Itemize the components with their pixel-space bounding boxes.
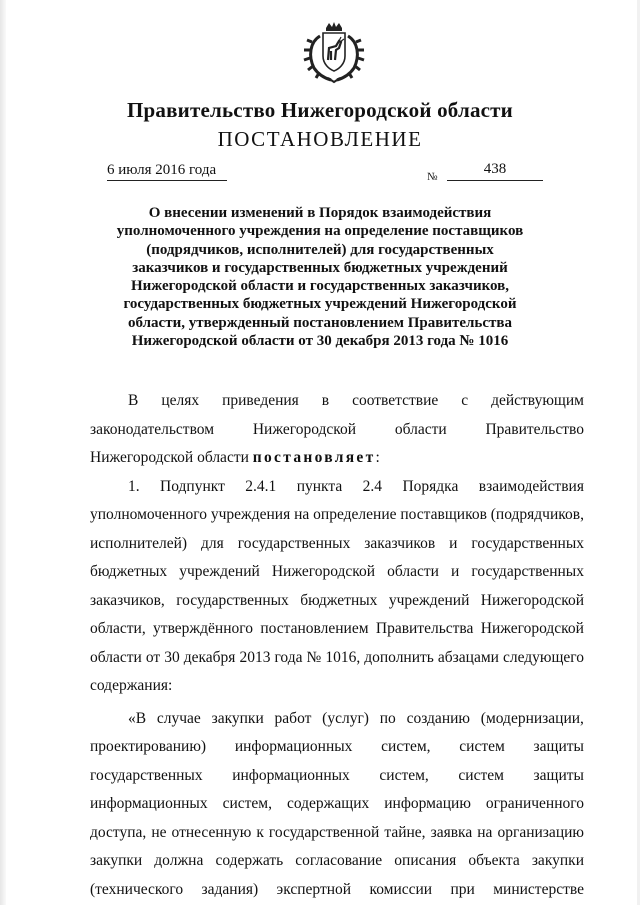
word: 1.	[128, 477, 140, 495]
word: (модернизации,	[480, 709, 584, 727]
word: Подпункт	[160, 477, 225, 495]
word: государственных	[176, 591, 289, 609]
quote-line	[90, 847, 584, 876]
word: соответствие	[352, 392, 439, 409]
word: информацию	[384, 795, 471, 812]
word: бюджетных	[90, 563, 168, 580]
word: пункта	[296, 477, 343, 495]
word: по	[379, 709, 396, 727]
quote-line	[90, 819, 584, 848]
word: поставщиков	[400, 506, 487, 523]
word: Нижегородской	[271, 563, 376, 580]
word: и	[449, 534, 458, 552]
quote-line	[90, 733, 584, 762]
word: защиты	[533, 766, 584, 784]
word: отнесенную	[171, 823, 252, 841]
document-date: 6 июля 2016 года	[107, 162, 227, 181]
word: согласование	[295, 852, 383, 869]
word: (технического	[90, 880, 184, 898]
word: систем,	[379, 766, 429, 784]
quote-line	[90, 762, 584, 791]
word: государственных	[237, 534, 351, 552]
heading-line: О внесении изменений в Порядок взаимодействия	[148, 205, 492, 221]
resolution-word: постановляет	[252, 449, 376, 466]
word: «В	[128, 709, 147, 727]
word: В	[128, 392, 139, 409]
word: целях	[161, 392, 200, 409]
item1-line	[90, 473, 584, 502]
word: бюджетных	[300, 591, 378, 609]
quote-line	[90, 705, 584, 734]
word: систем,	[222, 795, 272, 812]
word: закупки	[90, 852, 143, 869]
word: государственных	[90, 766, 203, 784]
word: информационных	[90, 795, 208, 812]
word: ограниченного	[485, 795, 584, 812]
coat-of-arms-icon	[298, 22, 370, 84]
word: информационных	[234, 738, 353, 755]
word: учреждений	[388, 591, 470, 609]
word: должна	[154, 852, 204, 869]
word: систем	[458, 766, 504, 784]
word: учреждения	[210, 506, 291, 523]
word: действующим	[491, 392, 584, 409]
heading-line: уполномоченного учреждения на определение поставщиков	[116, 223, 524, 240]
word: с	[461, 392, 469, 409]
item1-line	[90, 530, 584, 559]
word: утверждённого	[153, 620, 253, 637]
word: Порядка	[402, 477, 459, 495]
word: 2.4	[362, 477, 383, 495]
word: области	[387, 563, 439, 580]
word: (подрядчиков,	[490, 506, 584, 523]
heading-line: области, утвержденный постановлением Правительства	[128, 314, 512, 331]
word: абзацами	[437, 648, 499, 666]
word: случае	[156, 709, 201, 727]
word: информационных	[232, 766, 350, 784]
word: при	[450, 880, 475, 898]
word: учреждений	[179, 563, 260, 580]
item1-line	[90, 558, 584, 587]
word: уполномоченного	[90, 506, 207, 523]
word: содержать	[215, 852, 284, 869]
word: Правительства	[375, 620, 474, 637]
word: закупки	[531, 852, 584, 869]
word: работ	[274, 709, 312, 727]
word: и	[451, 563, 460, 580]
word: года	[274, 648, 303, 666]
preamble-text: Нижегородской области	[90, 449, 253, 466]
word: государственных	[471, 534, 584, 552]
word: задания)	[201, 880, 259, 898]
word: 2013	[239, 648, 271, 666]
word: исполнителей)	[90, 534, 188, 552]
word: государственной	[268, 823, 380, 841]
document-number: 438	[447, 161, 543, 181]
word: созданию	[406, 709, 470, 727]
word: области	[90, 648, 142, 666]
heading-line: Нижегородской области и государственных заказчиков,	[130, 278, 510, 295]
heading-line: (подрядчиков, исполнителей) для государственных	[146, 241, 494, 258]
word: закупки	[211, 709, 264, 727]
word: в	[321, 392, 330, 409]
word: от	[145, 648, 161, 666]
word: №	[306, 648, 322, 666]
document-type: ПОСТАНОВЛЕНИЕ	[217, 127, 423, 151]
item1-line	[90, 615, 584, 644]
heading-line: Нижегородской области от 30 декабря 2013 года № 1016	[131, 333, 509, 350]
word: следующего	[502, 648, 584, 666]
document-body	[90, 387, 584, 904]
item1-line	[90, 644, 584, 673]
word: области,	[90, 620, 146, 637]
quote-line	[90, 790, 584, 819]
preamble-line	[90, 416, 584, 445]
word: экспертной	[276, 880, 352, 898]
word: Правительство	[485, 420, 584, 438]
word: области	[394, 420, 447, 438]
word: Нижегородской	[480, 591, 584, 609]
word: Нижегородской	[252, 420, 357, 438]
word: организацию	[497, 823, 584, 841]
word: объекта	[468, 852, 520, 869]
word: комиссии	[369, 880, 433, 898]
word: для	[201, 534, 224, 552]
item1-line: содержания:	[90, 677, 173, 694]
word: постановлением	[260, 620, 369, 637]
word: взаимодействия	[478, 477, 584, 495]
word: доступа,	[90, 823, 147, 841]
quote-line	[90, 876, 584, 905]
word: систем	[459, 738, 505, 755]
word: проектированию)	[90, 738, 207, 755]
document-heading	[100, 204, 540, 350]
preamble-colon: :	[375, 449, 380, 466]
word: 1016,	[325, 648, 361, 666]
word: 2.4.1	[245, 477, 277, 495]
word: на	[294, 506, 310, 523]
item1-line	[90, 587, 584, 616]
word: заказчиков	[364, 534, 436, 552]
word: дополнить	[364, 648, 434, 666]
word: заказчиков,	[90, 591, 165, 609]
heading-line: заказчиков и государственных бюджетных учреждений	[132, 259, 508, 276]
word: министерстве	[493, 880, 584, 898]
item1-line	[90, 501, 584, 530]
word: тайне,	[384, 823, 426, 841]
word: описания	[394, 852, 457, 869]
word: 30	[164, 648, 180, 666]
word: законодательством	[90, 420, 215, 438]
word: декабря	[183, 648, 236, 666]
word: не	[151, 823, 167, 841]
word: к	[256, 823, 264, 841]
word: защиты	[533, 738, 584, 755]
word: государственных	[471, 563, 584, 580]
government-title: Правительство Нижегородской области	[127, 98, 513, 122]
preamble-line	[90, 387, 584, 416]
preamble-line	[90, 444, 584, 473]
word: содержащих	[286, 795, 370, 812]
word: заявка	[430, 823, 473, 841]
number-label: №	[427, 171, 438, 183]
word: систем,	[381, 738, 431, 755]
word: на	[477, 823, 493, 841]
word: приведения	[222, 392, 299, 409]
word: (услуг)	[322, 709, 369, 727]
heading-line: государственных бюджетных учреждений Нижегородской	[123, 296, 517, 313]
word: определение	[313, 506, 397, 523]
word: Нижегородской	[480, 620, 584, 637]
